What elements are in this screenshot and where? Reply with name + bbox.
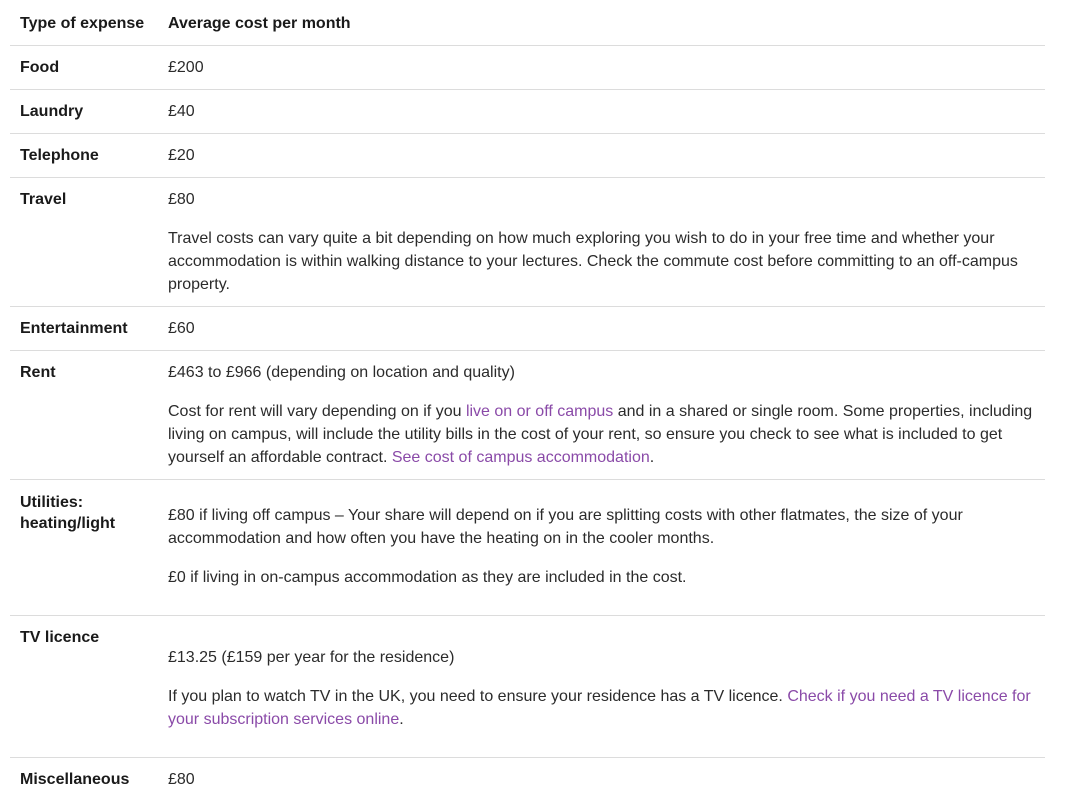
expense-cost: £20	[158, 134, 1045, 178]
expense-type: Rent	[10, 351, 158, 480]
note-text: and in a shared or single room. Some properties, including living on campus, will include the utility bills in the cost of your rent, so ensure you check to see what is included to get yourself an affordable contract.	[168, 403, 1032, 466]
note-text: If you plan to watch TV in the UK, you need to ensure your residence has a TV licence.	[168, 688, 787, 705]
table-header-row	[10, 0, 1045, 46]
expense-cost: £463 to £966 (depending on location and quality)	[168, 361, 1035, 384]
expense-cost: £200	[158, 46, 1045, 90]
expense-cost-cell	[158, 480, 1045, 616]
table-row-utilities	[10, 480, 1045, 616]
expense-type: Laundry	[10, 90, 158, 134]
table-row-laundry	[10, 90, 1045, 134]
table-row-entertainment	[10, 307, 1045, 351]
table-row-rent	[10, 351, 1045, 480]
expense-type-line: Utilities:	[20, 494, 83, 511]
table-row-travel	[10, 178, 1045, 307]
expense-type-line: heating/light	[20, 515, 115, 532]
expense-cost-cell	[158, 351, 1045, 480]
table-row-food	[10, 46, 1045, 90]
expense-type: TV licence	[10, 616, 158, 758]
expense-cost: £0 if living in on-campus accommodation as they are included in the cost.	[168, 566, 1035, 589]
expense-cost: £80	[158, 758, 1045, 801]
expense-note	[168, 685, 1035, 731]
table-row-telephone	[10, 134, 1045, 178]
expense-cost: £13.25 (£159 per year for the residence)	[168, 646, 1035, 669]
campus-accommodation-cost-link[interactable]: See cost of campus accommodation	[392, 449, 650, 466]
expense-cost: £80 if living off campus – Your share will depend on if you are splitting costs with other flatmates, the size of your accommodation and how often you have the heating on in the cooler months.	[168, 504, 1035, 550]
expense-cost: £40	[158, 90, 1045, 134]
note-text: .	[650, 449, 654, 466]
cost-table	[10, 0, 1045, 801]
note-text: Cost for rent will vary depending on if you	[168, 403, 466, 420]
header-type-of-expense: Type of expense	[10, 0, 158, 46]
expense-note: Travel costs can vary quite a bit depending on how much exploring you wish to do in your free time and whether your accommodation is within walking distance to your lectures. Check the commute cost before committing to an off-campus property.	[168, 227, 1035, 296]
expense-cost: £60	[158, 307, 1045, 351]
table-row-miscellaneous	[10, 758, 1045, 801]
expense-type: Travel	[10, 178, 158, 307]
expense-cost-cell	[158, 178, 1045, 307]
expense-type: Entertainment	[10, 307, 158, 351]
expense-type: Miscellaneous	[10, 758, 158, 801]
tv-licence-check-link[interactable]: Check if you need a TV licence for your subscription services online	[168, 688, 1031, 728]
note-text: .	[399, 711, 403, 728]
expense-cost: £80	[168, 188, 1035, 211]
expense-note	[168, 400, 1035, 469]
expense-type: Telephone	[10, 134, 158, 178]
expense-type: Food	[10, 46, 158, 90]
expense-cost-cell	[158, 616, 1045, 758]
expense-type	[10, 480, 158, 616]
table-row-tv-licence	[10, 616, 1045, 758]
header-average-cost: Average cost per month	[158, 0, 1045, 46]
live-on-off-campus-link[interactable]: live on or off campus	[466, 403, 613, 420]
